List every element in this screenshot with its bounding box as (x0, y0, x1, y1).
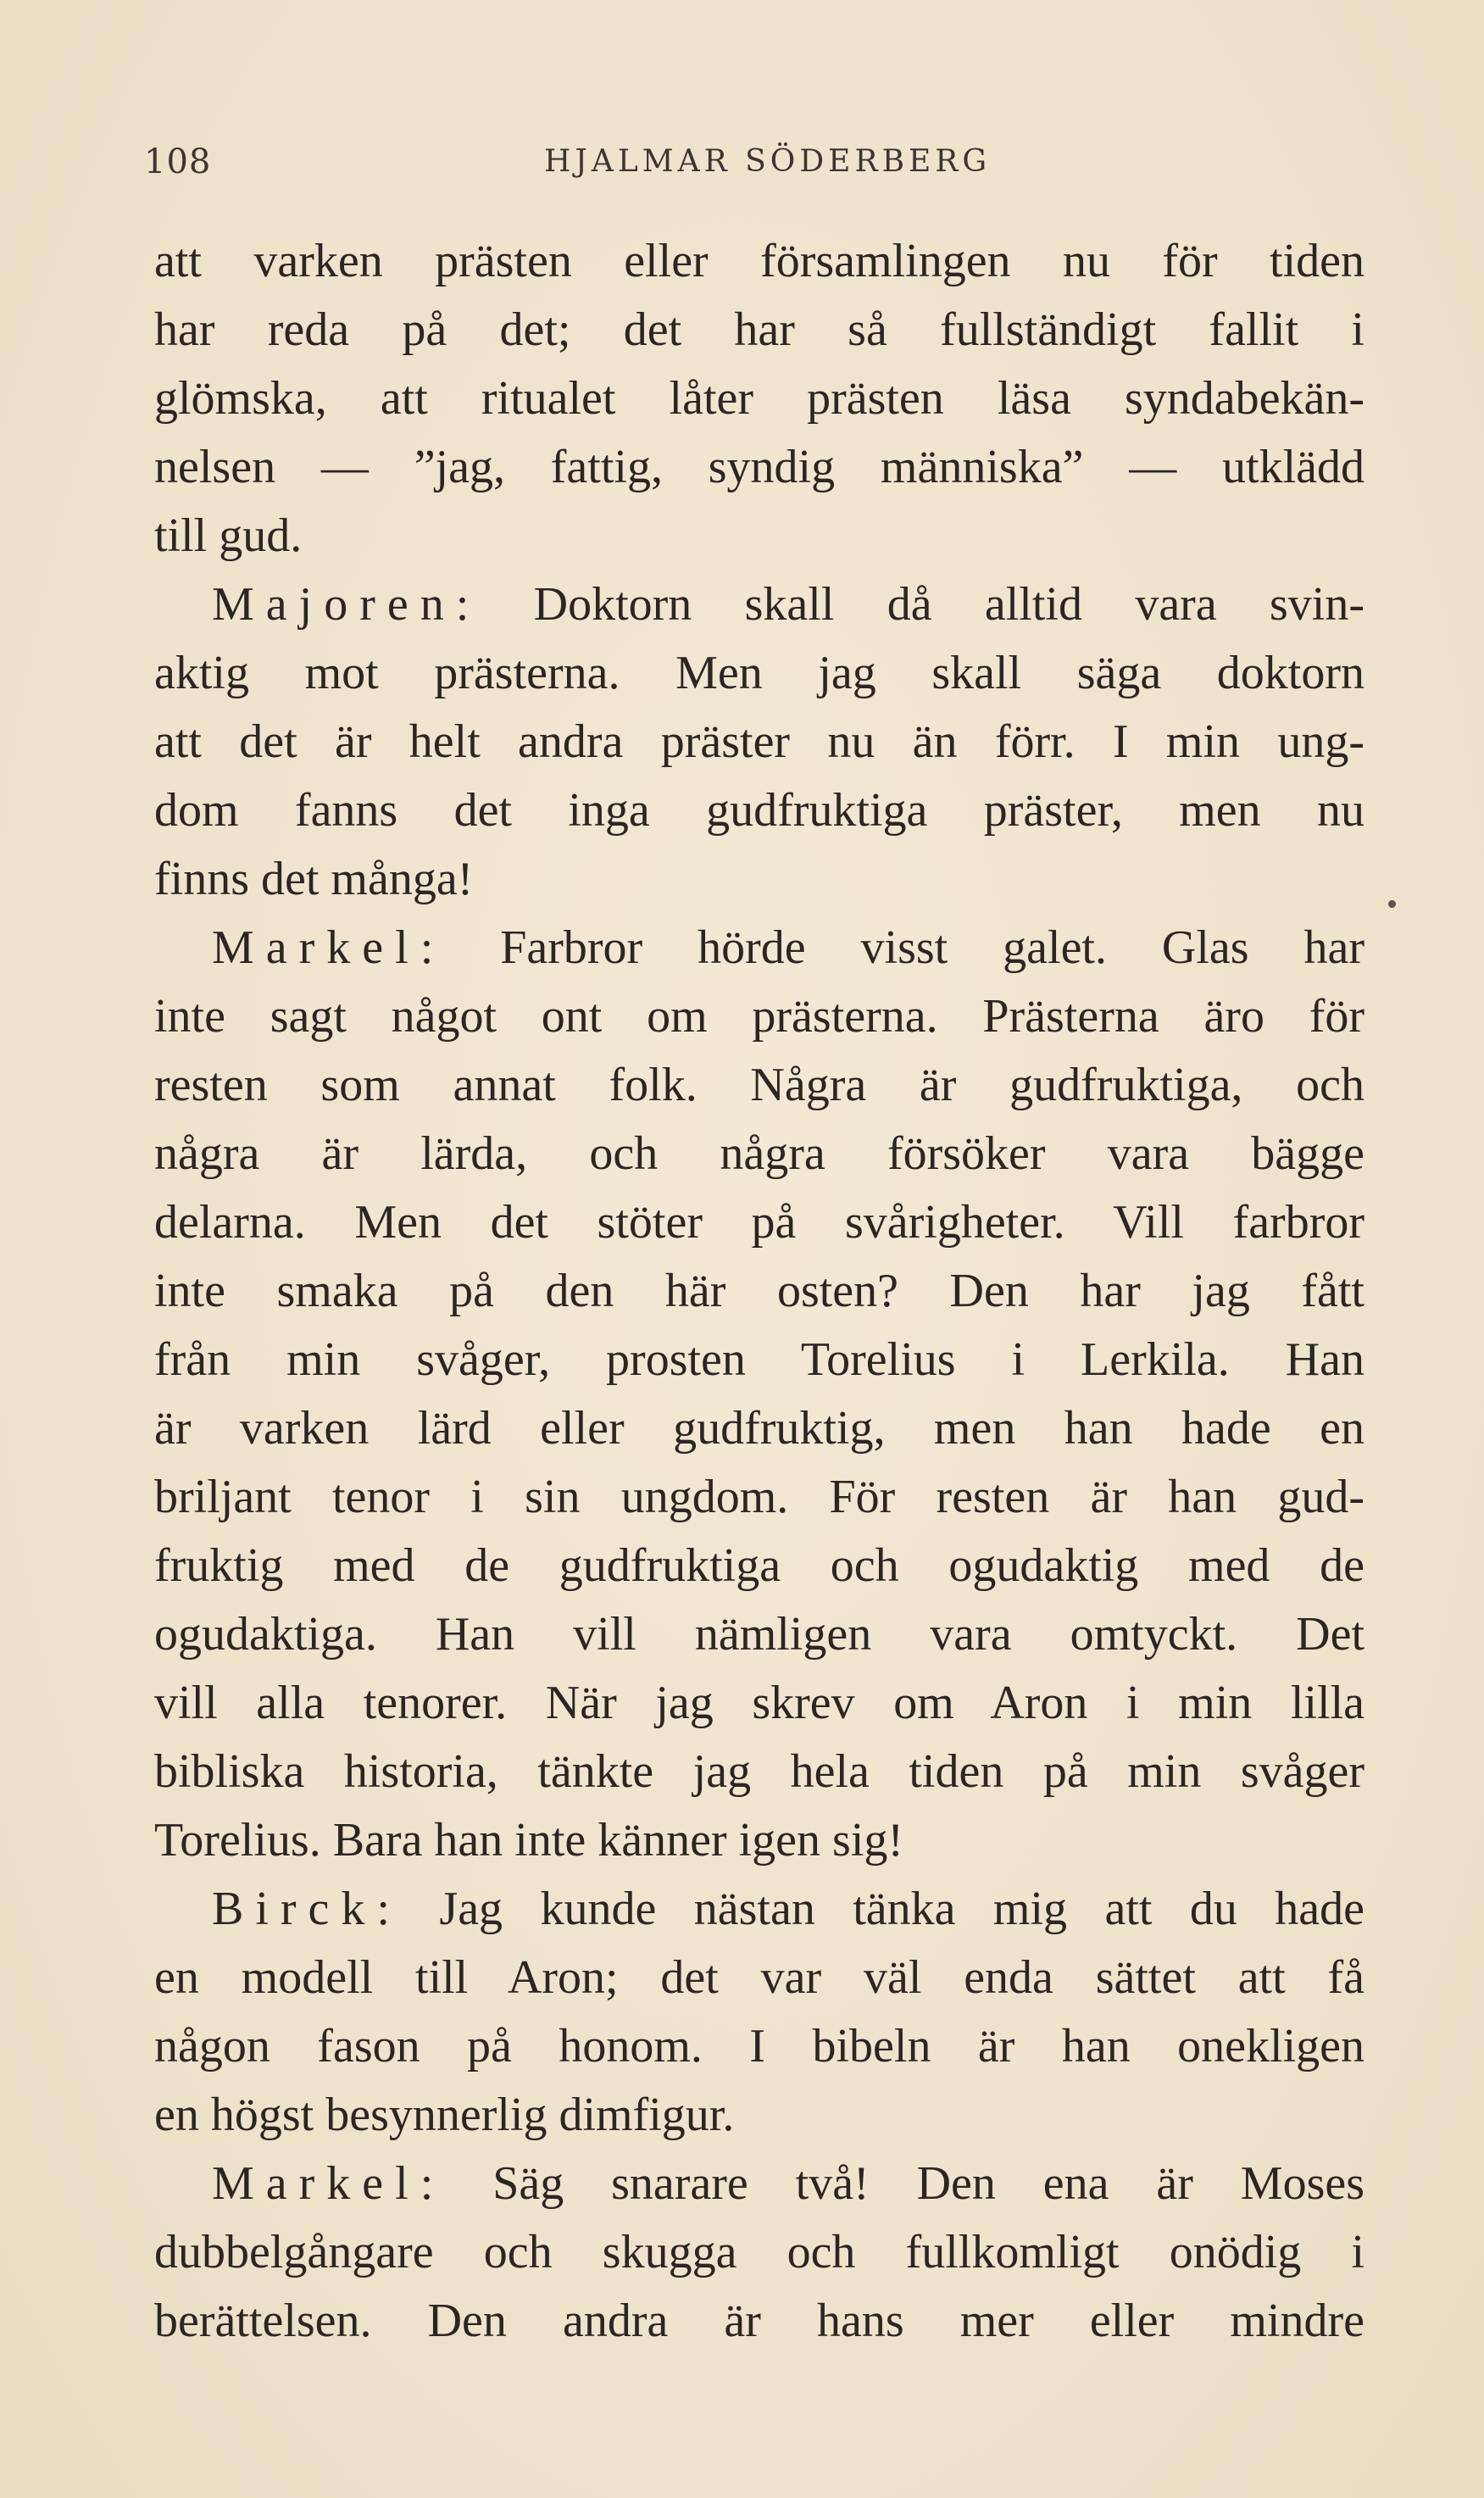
text-line: aktig mot prästerna. Men jag skall säga doktorn (154, 647, 1365, 699)
text-line: dubbelgångare och skugga och fullkomligt onödig i (154, 2226, 1365, 2278)
text-line: vill alla tenorer. När jag skrev om Aron i min lilla (154, 1677, 1365, 1729)
text-line: några är lärda, och några försöker vara bägge (154, 1127, 1365, 1180)
dialogue-line (154, 914, 1365, 982)
page-number: 108 (144, 142, 212, 181)
text-line: dom fanns det inga gudfruktiga präster, men nu (154, 784, 1365, 837)
text-line: ogudaktiga. Han vill nämligen vara omtyckt. Det (154, 1608, 1365, 1661)
dialogue-text: Doktorn skall då alltid vara svin- (533, 578, 1365, 631)
print-speck (1388, 900, 1396, 908)
text-line: inte sagt något ont om prästerna. Prästerna äro för (154, 990, 1365, 1043)
text-line: berättelsen. Den andra är hans mer eller mindre (154, 2295, 1365, 2347)
text-line: fruktig med de gudfruktiga och ogudaktig med de (154, 1539, 1365, 1592)
text-line: att det är helt andra präster nu än förr. I min ung- (154, 715, 1365, 768)
dialogue-line (154, 570, 1365, 639)
text-line: Torelius. Bara han inte känner igen sig! (154, 1814, 904, 1867)
dialogue-text: Jag kunde nästan tänka mig att du hade (439, 1883, 1365, 1935)
speaker-name: Markel: (212, 921, 446, 974)
body-text (154, 227, 1365, 2356)
text-line: att varken prästen eller församlingen nu för tiden (154, 235, 1365, 287)
page-header (144, 142, 1365, 193)
dialogue-line (154, 2150, 1365, 2218)
text-line: någon fason på honom. I bibeln är han onekligen (154, 2020, 1365, 2072)
running-head: HJALMAR SÖDERBERG (544, 144, 992, 179)
text-line: från min svåger, prosten Torelius i Lerkila. Han (154, 1333, 1365, 1386)
text-line: är varken lärd eller gudfruktig, men han hade en (154, 1402, 1365, 1455)
text-line: nelsen — ”jag, fattig, syndig människa” — utklädd (154, 441, 1365, 493)
text-line: delarna. Men det stöter på svårigheter. Vill farbror (154, 1196, 1365, 1249)
text-line: briljant tenor i sin ungdom. För resten är han gud- (154, 1471, 1365, 1523)
text-line: en högst besynnerlig dimfigur. (154, 2089, 735, 2141)
text-line: bibliska historia, tänkte jag hela tiden på min svåger (154, 1745, 1365, 1798)
dialogue-text: Farbror hörde visst galet. Glas har (500, 921, 1365, 974)
text-line: inte smaka på den här osten? Den har jag fått (154, 1265, 1365, 1317)
text-line: en modell till Aron; det var väl enda sättet att få (154, 1951, 1365, 2004)
dialogue-text: Säg snarare två! Den ena är Moses (492, 2157, 1365, 2210)
text-line: finns det många! (154, 853, 474, 905)
text-line: till gud. (154, 509, 303, 562)
text-line: har reda på det; det har så fullständigt fallit i (154, 303, 1365, 356)
text-line: glömska, att ritualet låter prästen läsa syndabekän- (154, 372, 1365, 425)
speaker-name: Majoren: (212, 578, 481, 631)
speaker-name: Birck: (212, 1883, 402, 1935)
text-line: resten som annat folk. Några är gudfruktiga, och (154, 1059, 1365, 1111)
dialogue-line (154, 1875, 1365, 1944)
speaker-name: Markel: (212, 2157, 446, 2210)
